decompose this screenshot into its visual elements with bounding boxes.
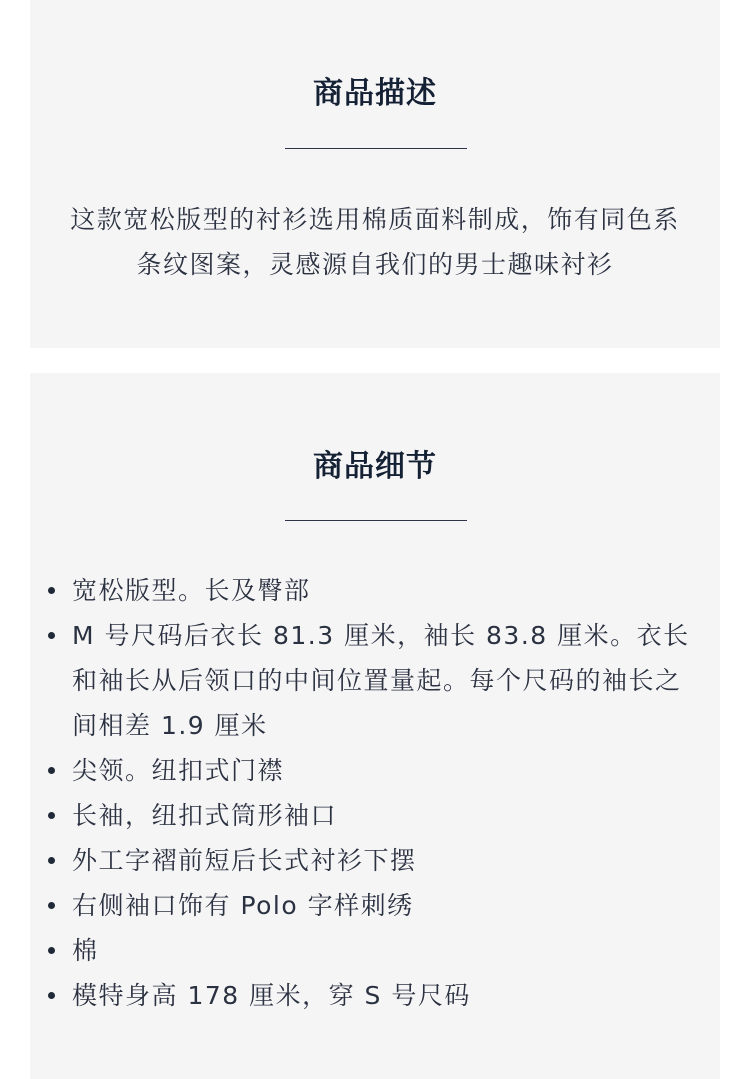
detail-item-text: 尖领。纽扣式门襟 (72, 756, 285, 785)
details-list (72, 568, 690, 1018)
detail-item-text: 外工字褶前短后长式衬衫下摆 (72, 846, 417, 875)
bullet-icon (48, 767, 55, 774)
product-description-card (30, 0, 720, 348)
bullet-icon (48, 587, 55, 594)
detail-item-text: 右侧袖口饰有 Polo 字样刺绣 (72, 891, 414, 920)
details-divider (285, 520, 467, 521)
detail-item (72, 793, 690, 838)
detail-item (72, 748, 690, 793)
detail-item-text: 棉 (72, 936, 99, 965)
bullet-icon (48, 902, 55, 909)
bullet-icon (48, 812, 55, 819)
detail-item-text: M 号尺码后衣长 81.3 厘米，袖长 83.8 厘米。衣长和袖长从后领口的中间位置量起。每个尺码的袖长之间相差 1.9 厘米 (72, 621, 690, 740)
bullet-icon (48, 632, 55, 639)
detail-item (72, 928, 690, 973)
bullet-icon (48, 992, 55, 999)
product-details-card (30, 373, 720, 1079)
description-divider (285, 148, 467, 149)
description-title: 商品描述 (313, 76, 437, 111)
detail-item (72, 883, 690, 928)
detail-item (72, 973, 690, 1018)
detail-item-text: 模特身高 178 厘米，穿 S 号尺码 (72, 981, 471, 1010)
detail-item (72, 838, 690, 883)
detail-item (72, 568, 690, 613)
detail-item-text: 长袖，纽扣式筒形袖口 (72, 801, 338, 830)
details-title: 商品细节 (313, 449, 437, 484)
description-text: 这款宽松版型的衬衫选用棉质面料制成，饰有同色系条纹图案，灵感源自我们的男士趣味衬衫 (70, 205, 680, 279)
bullet-icon (48, 857, 55, 864)
bullet-icon (48, 947, 55, 954)
detail-item (72, 613, 690, 748)
detail-item-text: 宽松版型。长及臀部 (72, 576, 311, 605)
